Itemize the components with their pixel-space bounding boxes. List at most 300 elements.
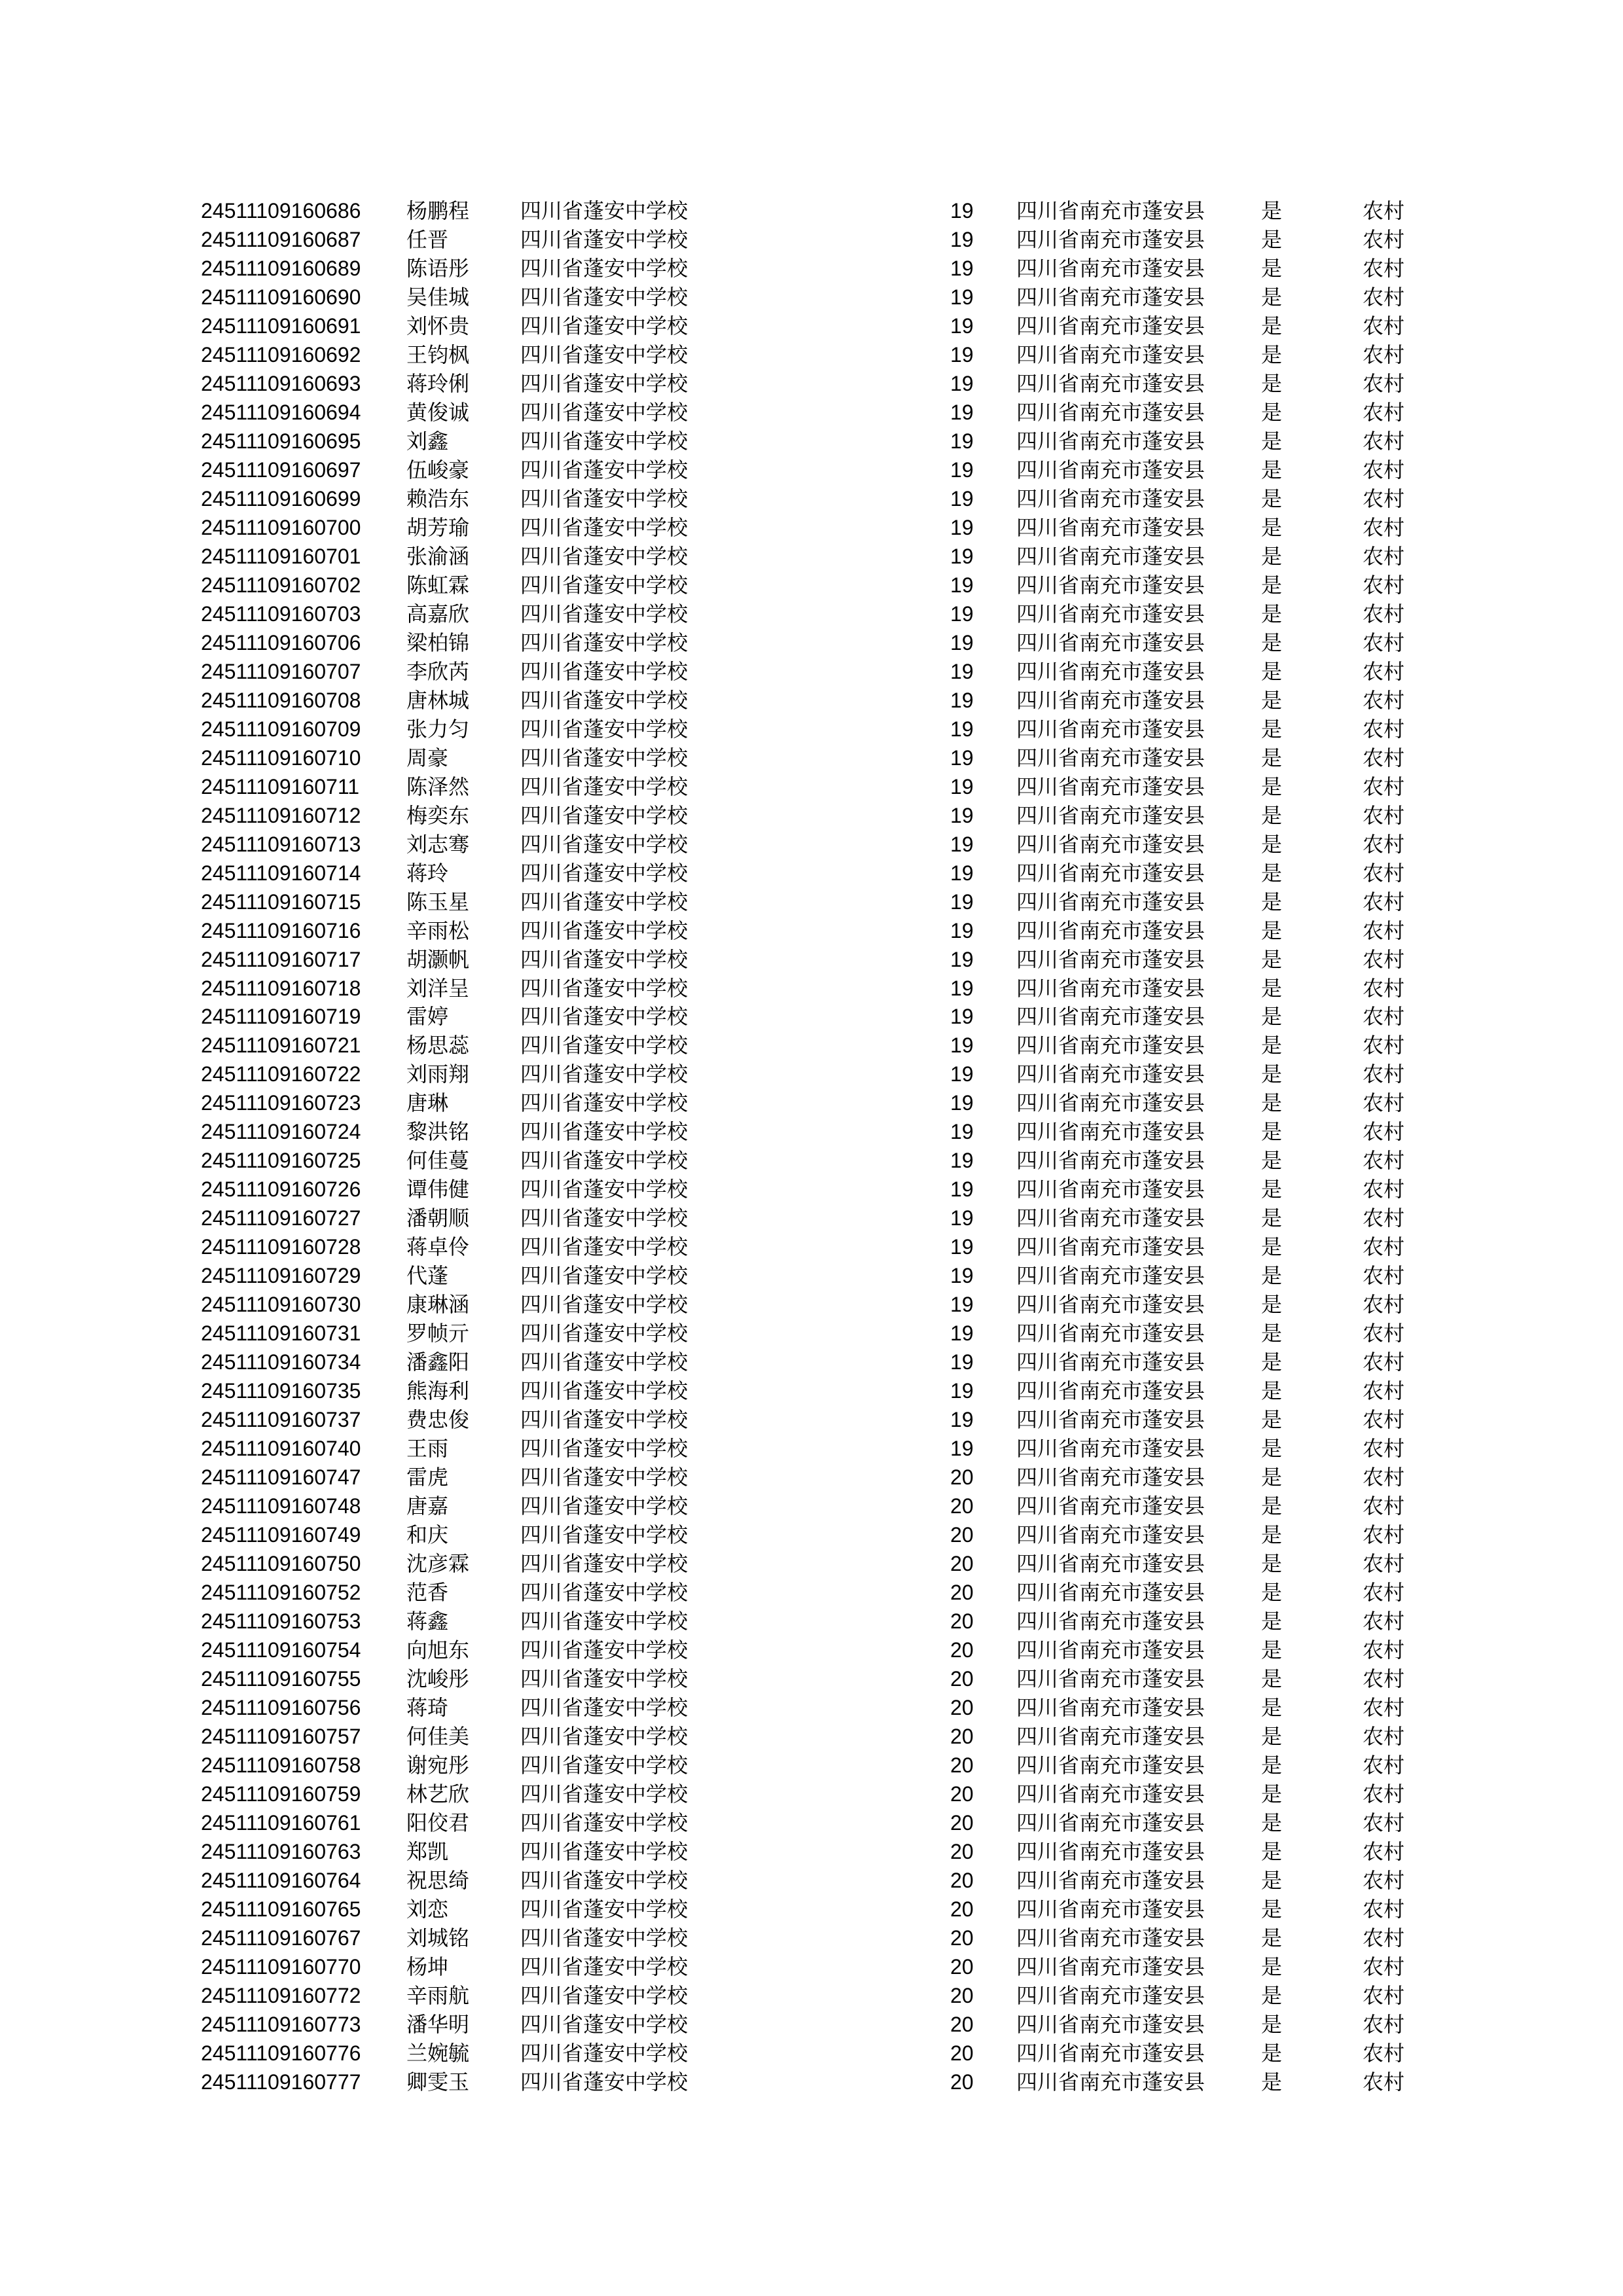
row-type: 农村 [1363, 1119, 1405, 1145]
row-id: 24511109160740 [201, 1437, 361, 1461]
row-flag: 是 [1261, 198, 1283, 223]
table-row [0, 801, 1623, 830]
row-region: 四川省南充市蓬安县 [1016, 687, 1205, 713]
row-flag: 是 [1261, 1609, 1283, 1634]
row-age: 19 [950, 947, 974, 971]
row-school: 四川省蓬安中学校 [520, 1436, 688, 1462]
row-id: 24511109160718 [201, 976, 361, 1000]
row-name: 陈泽然 [406, 774, 470, 799]
table-row [0, 628, 1623, 657]
row-school: 四川省蓬安中学校 [520, 227, 688, 252]
table-row [0, 1204, 1623, 1232]
row-id: 24511109160716 [201, 918, 361, 942]
row-type: 农村 [1363, 256, 1405, 281]
table-row [0, 1664, 1623, 1693]
row-region: 四川省南充市蓬安县 [1016, 1695, 1205, 1720]
row-id: 24511109160694 [201, 400, 361, 424]
row-flag: 是 [1261, 601, 1283, 626]
row-type: 农村 [1363, 1982, 1405, 2008]
row-id: 24511109160725 [201, 1149, 361, 1173]
row-id: 24511109160722 [201, 1062, 361, 1086]
row-id: 24511109160728 [201, 1235, 361, 1259]
row-flag: 是 [1261, 889, 1283, 914]
row-id: 24511109160714 [201, 861, 361, 885]
row-name: 辛雨航 [406, 1982, 470, 2008]
table-row [0, 513, 1623, 542]
row-name: 康琳涵 [406, 1292, 470, 1318]
row-type: 农村 [1363, 1407, 1405, 1433]
table-row [0, 686, 1623, 715]
row-age: 19 [950, 457, 974, 482]
row-name: 刘怀贵 [406, 313, 470, 338]
table-row [0, 715, 1623, 744]
row-id: 24511109160707 [201, 659, 361, 683]
row-region: 四川省南充市蓬安县 [1016, 370, 1205, 396]
row-type: 农村 [1363, 457, 1405, 482]
row-id: 24511109160772 [201, 1983, 361, 2007]
row-school: 四川省蓬安中学校 [520, 1954, 688, 1979]
row-name: 谢宛彤 [406, 1752, 470, 1778]
row-flag: 是 [1261, 1752, 1283, 1778]
row-id: 24511109160761 [201, 1810, 361, 1835]
table-row [0, 484, 1623, 513]
row-id: 24511109160726 [201, 1177, 361, 1202]
row-type: 农村 [1363, 975, 1405, 1001]
row-age: 19 [950, 228, 974, 251]
row-age: 20 [950, 1609, 974, 1633]
row-flag: 是 [1261, 1321, 1283, 1346]
row-type: 农村 [1363, 1666, 1405, 1691]
row-name: 何佳美 [406, 1723, 470, 1749]
row-school: 四川省蓬安中学校 [520, 1580, 688, 1605]
row-flag: 是 [1261, 1925, 1283, 1950]
row-age: 19 [950, 1437, 974, 1461]
row-type: 农村 [1363, 227, 1405, 252]
row-type: 农村 [1363, 313, 1405, 338]
row-flag: 是 [1261, 745, 1283, 770]
row-type: 农村 [1363, 1004, 1405, 1030]
row-flag: 是 [1261, 1522, 1283, 1548]
row-region: 四川省南充市蓬安县 [1016, 860, 1205, 886]
row-name: 祝思绮 [406, 1867, 470, 1893]
row-age: 19 [950, 601, 974, 626]
row-id: 24511109160753 [201, 1609, 361, 1633]
row-region: 四川省南充市蓬安县 [1016, 975, 1205, 1001]
row-region: 四川省南充市蓬安县 [1016, 1982, 1205, 2008]
row-name: 杨思蕊 [406, 1033, 470, 1058]
row-name: 胡灏帆 [406, 946, 470, 972]
table-row [0, 600, 1623, 628]
table-row [0, 542, 1623, 571]
row-age: 19 [950, 285, 974, 309]
row-type: 农村 [1363, 572, 1405, 598]
row-type: 农村 [1363, 1090, 1405, 1116]
row-type: 农村 [1363, 1752, 1405, 1778]
row-type: 农村 [1363, 1810, 1405, 1835]
row-type: 农村 [1363, 1494, 1405, 1519]
row-region: 四川省南充市蓬安县 [1016, 198, 1205, 223]
row-school: 四川省蓬安中学校 [520, 802, 688, 828]
row-school: 四川省蓬安中学校 [520, 399, 688, 425]
table-row [0, 1520, 1623, 1549]
row-school: 四川省蓬安中学校 [520, 2040, 688, 2066]
row-region: 四川省南充市蓬安县 [1016, 889, 1205, 914]
row-region: 四川省南充市蓬安县 [1016, 1723, 1205, 1749]
row-name: 任晋 [406, 227, 449, 252]
row-type: 农村 [1363, 342, 1405, 367]
row-name: 向旭东 [406, 1638, 470, 1662]
row-age: 19 [950, 1321, 974, 1346]
row-school: 四川省蓬安中学校 [520, 1551, 688, 1577]
row-flag: 是 [1261, 774, 1283, 799]
row-id: 24511109160770 [201, 1954, 361, 1979]
row-name: 唐嘉 [406, 1494, 449, 1519]
row-school: 四川省蓬安中学校 [520, 1033, 688, 1058]
row-flag: 是 [1261, 1695, 1283, 1720]
row-region: 四川省南充市蓬安县 [1016, 342, 1205, 367]
row-school: 四川省蓬安中学校 [520, 860, 688, 886]
row-age: 20 [950, 1954, 974, 1979]
row-name: 黎洪铭 [406, 1119, 470, 1145]
row-type: 农村 [1363, 831, 1405, 857]
row-type: 农村 [1363, 745, 1405, 770]
row-name: 周豪 [406, 745, 449, 770]
row-age: 19 [950, 371, 974, 395]
row-region: 四川省南充市蓬安县 [1016, 1522, 1205, 1548]
row-name: 何佳蔓 [406, 1148, 470, 1174]
row-type: 农村 [1363, 1062, 1405, 1087]
row-flag: 是 [1261, 1465, 1283, 1490]
row-region: 四川省南充市蓬安县 [1016, 1321, 1205, 1346]
table-row [0, 657, 1623, 686]
row-age: 19 [950, 342, 974, 367]
row-school: 四川省蓬安中学校 [520, 716, 688, 742]
row-name: 梅奕东 [406, 802, 470, 828]
row-flag: 是 [1261, 1033, 1283, 1058]
row-age: 19 [950, 1235, 974, 1259]
row-age: 19 [950, 257, 974, 280]
row-name: 王钧枫 [406, 342, 470, 367]
row-region: 四川省南充市蓬安县 [1016, 1752, 1205, 1778]
row-school: 四川省蓬安中学校 [520, 630, 688, 655]
table-row [0, 1463, 1623, 1492]
row-region: 四川省南充市蓬安县 [1016, 1292, 1205, 1318]
row-region: 四川省南充市蓬安县 [1016, 428, 1205, 454]
row-age: 20 [950, 1868, 974, 1892]
row-school: 四川省蓬安中学校 [520, 256, 688, 281]
row-flag: 是 [1261, 860, 1283, 886]
row-id: 24511109160689 [201, 257, 361, 280]
row-age: 20 [950, 1897, 974, 1921]
table-row [0, 1261, 1623, 1290]
table-row [0, 1924, 1623, 1952]
row-age: 19 [950, 1264, 974, 1288]
row-flag: 是 [1261, 1551, 1283, 1577]
row-age: 20 [950, 1667, 974, 1691]
row-age: 20 [950, 1552, 974, 1576]
row-school: 四川省蓬安中学校 [520, 543, 688, 569]
row-type: 农村 [1363, 2040, 1405, 2066]
row-id: 24511109160747 [201, 1465, 361, 1490]
row-school: 四川省蓬安中学校 [520, 1982, 688, 2008]
table-row [0, 945, 1623, 974]
row-school: 四川省蓬安中学校 [520, 1206, 688, 1231]
row-school: 四川省蓬安中学校 [520, 601, 688, 626]
row-name: 罗帧亓 [406, 1321, 470, 1346]
row-age: 20 [950, 1581, 974, 1604]
row-name: 雷虎 [406, 1465, 449, 1490]
row-name: 阳佼君 [406, 1810, 470, 1835]
row-type: 农村 [1363, 658, 1405, 684]
row-id: 24511109160776 [201, 2041, 361, 2065]
row-flag: 是 [1261, 1062, 1283, 1087]
row-name: 熊海利 [406, 1378, 470, 1404]
row-region: 四川省南充市蓬安县 [1016, 831, 1205, 857]
row-id: 24511109160723 [201, 1091, 361, 1115]
row-region: 四川省南充市蓬安县 [1016, 1925, 1205, 1950]
row-age: 19 [950, 1062, 974, 1086]
table-row [0, 1002, 1623, 1031]
row-type: 农村 [1363, 284, 1405, 310]
row-flag: 是 [1261, 831, 1283, 857]
row-age: 19 [950, 630, 974, 655]
row-id: 24511109160763 [201, 1839, 361, 1863]
table-row [0, 830, 1623, 859]
row-type: 农村 [1363, 2069, 1405, 2094]
row-name: 郑凯 [406, 1839, 449, 1864]
table-row [0, 2010, 1623, 2039]
row-region: 四川省南充市蓬安县 [1016, 1407, 1205, 1433]
row-type: 农村 [1363, 1867, 1405, 1893]
row-name: 兰婉毓 [406, 2040, 470, 2066]
row-age: 19 [950, 659, 974, 683]
row-age: 19 [950, 803, 974, 827]
row-id: 24511109160686 [201, 199, 361, 223]
row-school: 四川省蓬安中学校 [520, 342, 688, 367]
row-type: 农村 [1363, 1350, 1405, 1375]
row-id: 24511109160730 [201, 1293, 361, 1317]
table-row [0, 1376, 1623, 1405]
row-school: 四川省蓬安中学校 [520, 284, 688, 310]
row-name: 刘洋呈 [406, 975, 470, 1001]
row-flag: 是 [1261, 1263, 1283, 1289]
row-region: 四川省南充市蓬安县 [1016, 572, 1205, 598]
row-region: 四川省南充市蓬安县 [1016, 1465, 1205, 1490]
row-type: 农村 [1363, 428, 1405, 454]
row-type: 农村 [1363, 1723, 1405, 1749]
row-name: 雷婷 [406, 1004, 449, 1030]
row-flag: 是 [1261, 1839, 1283, 1864]
row-age: 19 [950, 1350, 974, 1374]
row-school: 四川省蓬安中学校 [520, 457, 688, 482]
row-name: 杨坤 [406, 1954, 449, 1979]
row-region: 四川省南充市蓬安县 [1016, 918, 1205, 943]
row-flag: 是 [1261, 658, 1283, 684]
row-name: 唐琳 [406, 1090, 449, 1116]
row-type: 农村 [1363, 399, 1405, 425]
row-flag: 是 [1261, 716, 1283, 742]
row-id: 24511109160754 [201, 1638, 361, 1662]
row-type: 农村 [1363, 514, 1405, 540]
row-region: 四川省南充市蓬安县 [1016, 1580, 1205, 1605]
row-flag: 是 [1261, 1810, 1283, 1835]
row-region: 四川省南充市蓬安县 [1016, 1378, 1205, 1404]
row-flag: 是 [1261, 428, 1283, 454]
row-name: 辛雨松 [406, 918, 470, 943]
row-school: 四川省蓬安中学校 [520, 1896, 688, 1922]
row-type: 农村 [1363, 1695, 1405, 1720]
row-type: 农村 [1363, 687, 1405, 713]
table-row [0, 1319, 1623, 1348]
row-age: 19 [950, 429, 974, 453]
row-school: 四川省蓬安中学校 [520, 1752, 688, 1778]
row-id: 24511109160737 [201, 1408, 361, 1432]
row-school: 四川省蓬安中学校 [520, 1148, 688, 1174]
row-flag: 是 [1261, 486, 1283, 511]
row-region: 四川省南充市蓬安县 [1016, 1004, 1205, 1030]
row-name: 陈语彤 [406, 256, 470, 281]
row-name: 沈彦霖 [406, 1551, 470, 1577]
row-id: 24511109160695 [201, 429, 361, 453]
row-age: 19 [950, 861, 974, 885]
row-id: 24511109160734 [201, 1350, 361, 1374]
row-flag: 是 [1261, 284, 1283, 310]
row-id: 24511109160777 [201, 2070, 361, 2094]
row-flag: 是 [1261, 1407, 1283, 1433]
row-id: 24511109160749 [201, 1523, 361, 1547]
row-id: 24511109160711 [201, 774, 360, 798]
row-type: 农村 [1363, 1033, 1405, 1058]
row-age: 19 [950, 745, 974, 770]
row-name: 潘鑫阳 [406, 1350, 470, 1375]
table-row [0, 1808, 1623, 1837]
row-age: 20 [950, 1753, 974, 1777]
row-age: 19 [950, 688, 974, 712]
row-school: 四川省蓬安中学校 [520, 1925, 688, 1950]
row-region: 四川省南充市蓬安县 [1016, 1781, 1205, 1806]
row-region: 四川省南充市蓬安县 [1016, 601, 1205, 626]
row-flag: 是 [1261, 342, 1283, 367]
row-name: 和庆 [406, 1522, 449, 1548]
row-school: 四川省蓬安中学校 [520, 1638, 688, 1662]
row-id: 24511109160731 [201, 1321, 361, 1346]
row-flag: 是 [1261, 1723, 1283, 1749]
row-id: 24511109160715 [201, 889, 361, 914]
row-id: 24511109160706 [201, 630, 361, 655]
row-flag: 是 [1261, 457, 1283, 482]
row-type: 农村 [1363, 1638, 1405, 1662]
row-region: 四川省南充市蓬安县 [1016, 486, 1205, 511]
table-row [0, 1031, 1623, 1060]
row-name: 胡芳瑜 [406, 514, 470, 540]
table-row [0, 1348, 1623, 1376]
row-school: 四川省蓬安中学校 [520, 774, 688, 799]
row-age: 19 [950, 400, 974, 424]
table-row [0, 427, 1623, 456]
table-row [0, 1636, 1623, 1664]
row-region: 四川省南充市蓬安县 [1016, 1033, 1205, 1058]
row-id: 24511109160729 [201, 1264, 361, 1288]
row-region: 四川省南充市蓬安县 [1016, 1609, 1205, 1634]
row-type: 农村 [1363, 889, 1405, 914]
row-name: 沈峻彤 [406, 1666, 470, 1691]
row-flag: 是 [1261, 1982, 1283, 2008]
row-flag: 是 [1261, 1148, 1283, 1174]
row-school: 四川省蓬安中学校 [520, 687, 688, 713]
row-region: 四川省南充市蓬安县 [1016, 946, 1205, 972]
table-row [0, 283, 1623, 312]
row-flag: 是 [1261, 1090, 1283, 1116]
row-id: 24511109160693 [201, 371, 361, 395]
row-school: 四川省蓬安中学校 [520, 1666, 688, 1691]
table-row [0, 1434, 1623, 1463]
row-age: 19 [950, 1206, 974, 1230]
row-age: 19 [950, 573, 974, 597]
row-region: 四川省南充市蓬安县 [1016, 1234, 1205, 1260]
row-age: 20 [950, 1523, 974, 1547]
row-age: 19 [950, 889, 974, 914]
table-row [0, 772, 1623, 801]
row-region: 四川省南充市蓬安县 [1016, 1119, 1205, 1145]
row-region: 四川省南充市蓬安县 [1016, 227, 1205, 252]
row-school: 四川省蓬安中学校 [520, 1090, 688, 1116]
row-name: 潘华明 [406, 2011, 470, 2037]
row-age: 19 [950, 1408, 974, 1432]
row-name: 蒋卓伶 [406, 1234, 470, 1260]
row-school: 四川省蓬安中学校 [520, 1723, 688, 1749]
row-region: 四川省南充市蓬安县 [1016, 1090, 1205, 1116]
row-age: 19 [950, 1379, 974, 1403]
row-type: 农村 [1363, 1839, 1405, 1864]
row-id: 24511109160697 [201, 457, 361, 482]
row-school: 四川省蓬安中学校 [520, 658, 688, 684]
table-row [0, 1290, 1623, 1319]
table-row [0, 312, 1623, 340]
row-flag: 是 [1261, 313, 1283, 338]
row-age: 19 [950, 1120, 974, 1144]
row-id: 24511109160727 [201, 1206, 361, 1230]
row-name: 梁柏锦 [406, 630, 470, 655]
row-age: 19 [950, 544, 974, 568]
row-school: 四川省蓬安中学校 [520, 946, 688, 972]
row-region: 四川省南充市蓬安县 [1016, 745, 1205, 770]
row-school: 四川省蓬安中学校 [520, 1781, 688, 1806]
row-school: 四川省蓬安中学校 [520, 1234, 688, 1260]
row-flag: 是 [1261, 227, 1283, 252]
row-flag: 是 [1261, 2069, 1283, 2094]
row-age: 19 [950, 199, 974, 223]
row-id: 24511109160702 [201, 573, 361, 597]
table-row [0, 398, 1623, 427]
row-age: 19 [950, 976, 974, 1000]
row-flag: 是 [1261, 1896, 1283, 1922]
row-flag: 是 [1261, 975, 1283, 1001]
row-name: 王雨 [406, 1436, 449, 1462]
row-region: 四川省南充市蓬安县 [1016, 1638, 1205, 1662]
row-id: 24511109160701 [201, 544, 361, 568]
row-school: 四川省蓬安中学校 [520, 1378, 688, 1404]
row-flag: 是 [1261, 918, 1283, 943]
row-type: 农村 [1363, 1465, 1405, 1490]
row-name: 吴佳城 [406, 284, 470, 310]
table-row [0, 1088, 1623, 1117]
row-school: 四川省蓬安中学校 [520, 1465, 688, 1490]
row-flag: 是 [1261, 1781, 1283, 1806]
table-row [0, 2039, 1623, 2068]
row-id: 24511109160719 [201, 1005, 361, 1029]
row-id: 24511109160710 [201, 745, 361, 770]
row-age: 19 [950, 717, 974, 741]
